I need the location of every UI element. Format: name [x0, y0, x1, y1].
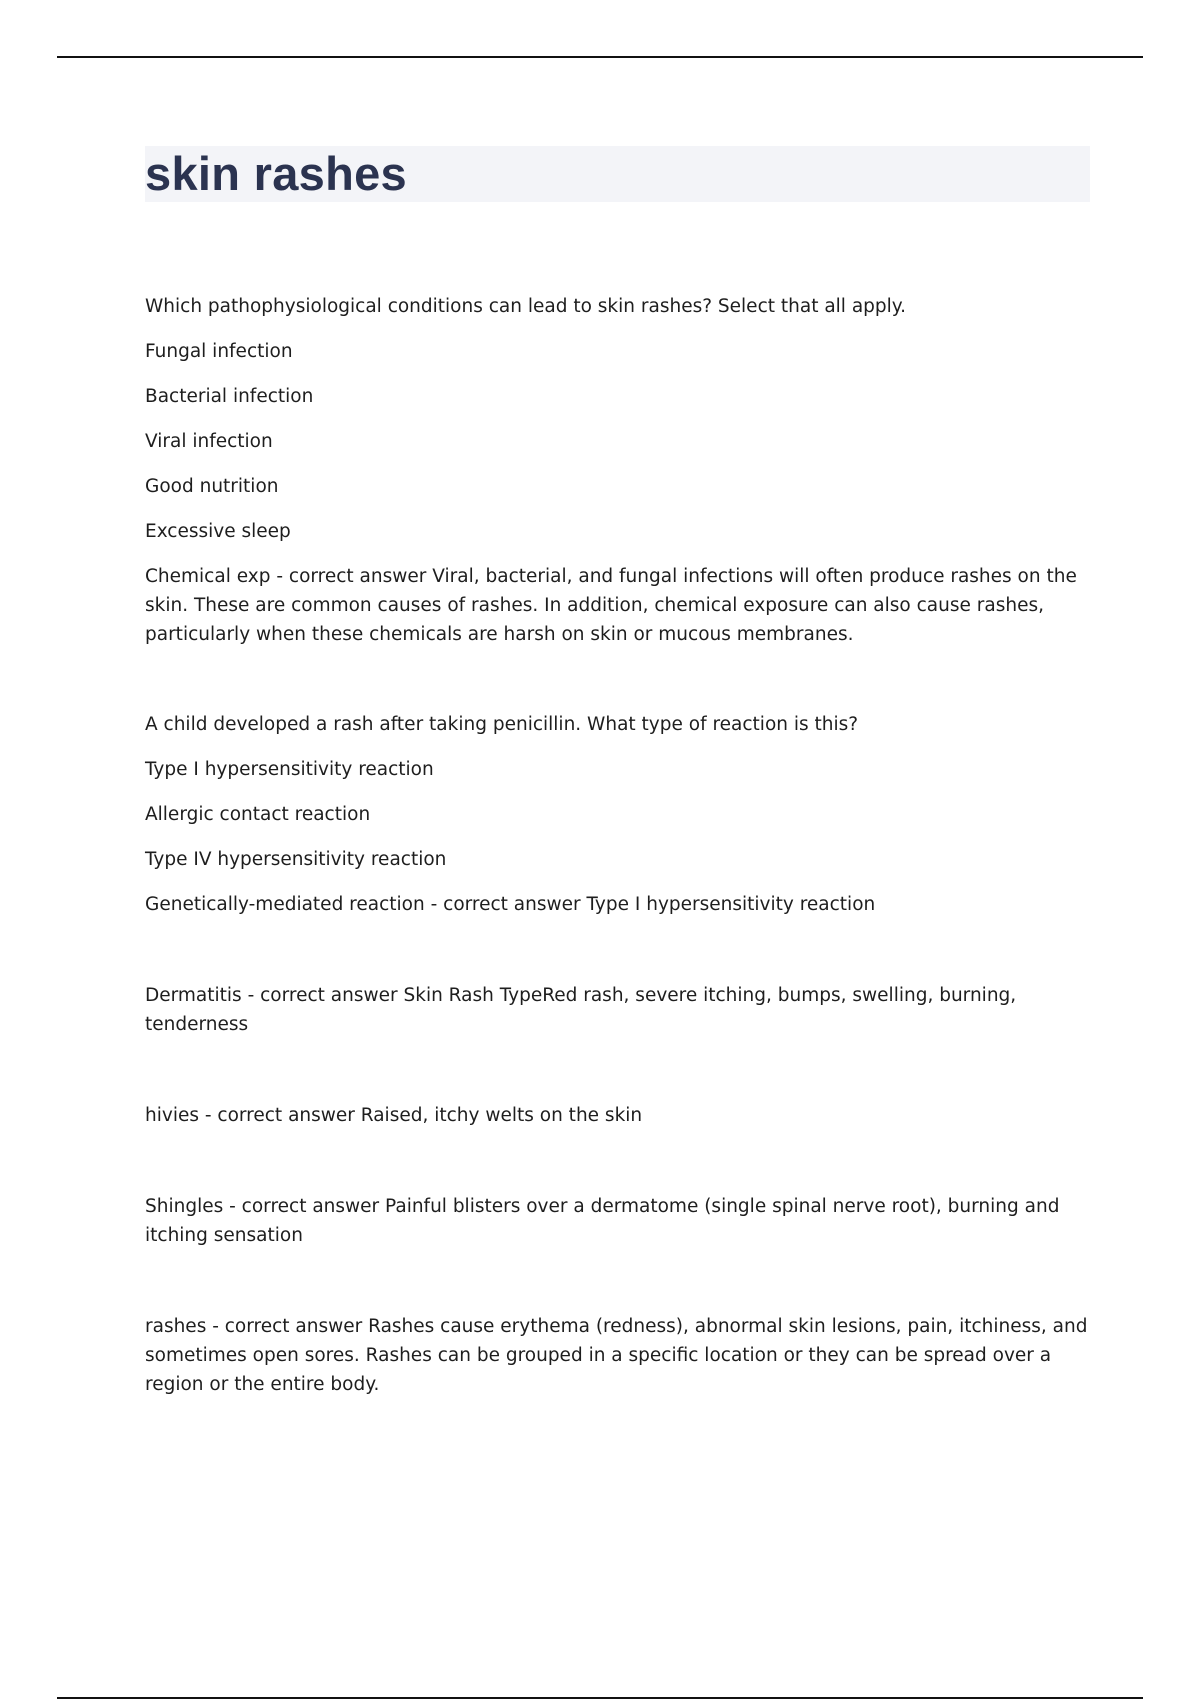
question-6 — [145, 1312, 1090, 1399]
hives-entry: hivies - correct answer Raised, itchy welts on the skin — [145, 1105, 643, 1126]
question-1-option: Fungal infection — [145, 341, 293, 362]
rashes-entry: rashes - correct answer Rashes cause erythema (redness), abnormal skin lesions, pain, itchiness, and sometimes open sores. Rashes can be grouped in a specific location or they can be spread over a region or the entire body. — [145, 1316, 1088, 1395]
question-1-option: Bacterial infection — [145, 386, 314, 407]
question-2 — [145, 710, 1090, 919]
question-5 — [145, 1192, 1090, 1250]
document-body — [145, 292, 1090, 1415]
top-divider — [57, 56, 1143, 58]
bottom-divider — [57, 1697, 1143, 1699]
spacer — [145, 665, 1090, 710]
question-1-option: Viral infection — [145, 431, 273, 452]
question-1-text: Which pathophysiological conditions can lead to skin rashes? Select that all apply. — [145, 296, 906, 317]
question-4 — [145, 1101, 1090, 1130]
question-2-option: Allergic contact reaction — [145, 804, 371, 825]
dermatitis-entry: Dermatitis - correct answer Skin Rash TypeRed rash, severe itching, bumps, swelling, burning, tenderness — [145, 985, 1017, 1035]
shingles-entry: Shingles - correct answer Painful blisters over a dermatome (single spinal nerve root), burning and itching sensation — [145, 1196, 1060, 1246]
spacer — [145, 1055, 1090, 1101]
page-title: skin rashes — [145, 147, 407, 200]
question-2-option: Type IV hypersensitivity reaction — [145, 849, 447, 870]
question-3 — [145, 981, 1090, 1039]
spacer — [145, 1266, 1090, 1312]
question-2-option: Type I hypersensitivity reaction — [145, 759, 434, 780]
spacer — [145, 1146, 1090, 1192]
question-2-text: A child developed a rash after taking penicillin. What type of reaction is this? — [145, 714, 859, 735]
question-1-answer: Chemical exp - correct answer Viral, bacterial, and fungal infections will often produce rashes on the skin. These are common causes of rashes. In addition, chemical exposure can also cause rashes, particularly when these chemicals are harsh on skin or mucous membranes. — [145, 566, 1077, 645]
question-1 — [145, 292, 1090, 649]
question-1-option: Excessive sleep — [145, 521, 291, 542]
question-1-option: Good nutrition — [145, 476, 279, 497]
spacer — [145, 935, 1090, 981]
question-2-answer: Genetically-mediated reaction - correct answer Type I hypersensitivity reaction — [145, 894, 876, 915]
